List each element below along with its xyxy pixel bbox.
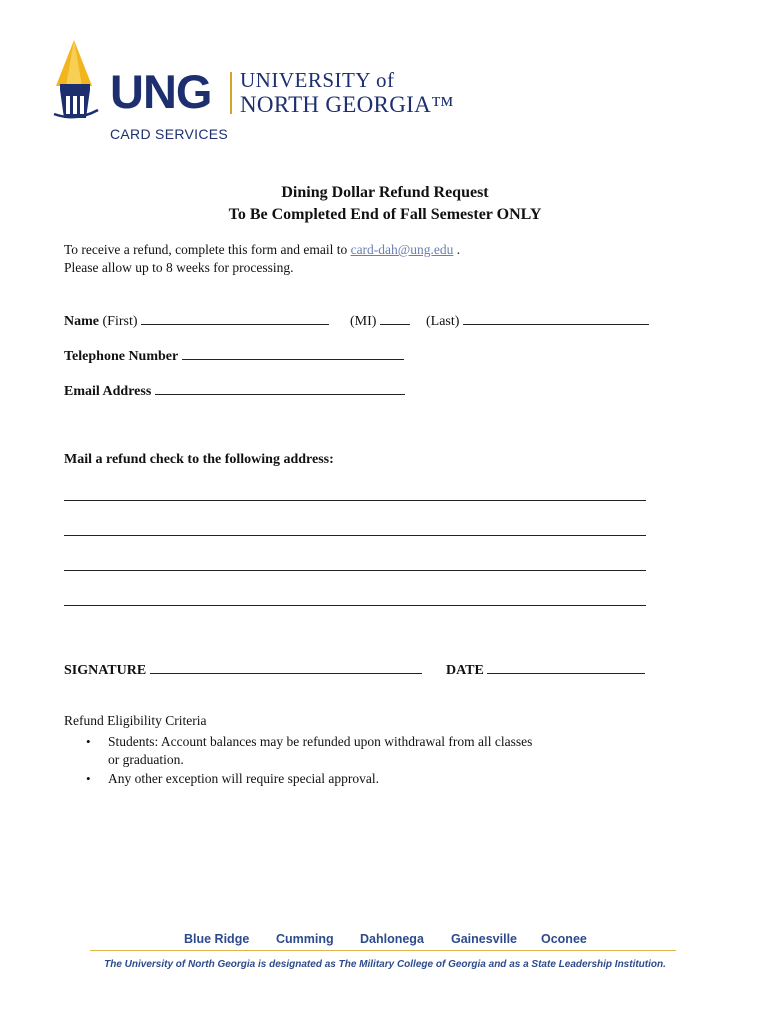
last-name-field[interactable] xyxy=(463,312,649,325)
name-row xyxy=(64,312,329,330)
address-line-4[interactable] xyxy=(64,605,646,606)
form-title: Dining Dollar Refund Request xyxy=(281,184,489,201)
campus-gainesville: Gainesville xyxy=(451,932,518,946)
criteria-heading: Refund Eligibility Criteria xyxy=(64,713,207,728)
address-line-3[interactable] xyxy=(64,570,646,571)
address-line-2[interactable] xyxy=(64,535,646,536)
university-name-line1: UNIVERSITY of xyxy=(240,68,395,92)
intro-prefix: To receive a refund, complete this form and email to xyxy=(64,242,348,257)
campus-oconee: Oconee xyxy=(541,932,587,946)
criteria-item-1-line2: or graduation. xyxy=(108,752,184,767)
ung-logo-mark-icon xyxy=(52,40,108,122)
telephone-label: Telephone Number xyxy=(64,349,179,364)
criteria-bullet-1: • xyxy=(86,734,91,749)
ung-wordmark: UNG xyxy=(110,65,212,118)
signature-label: SIGNATURE xyxy=(64,663,147,678)
email-label: Email Address xyxy=(64,384,152,399)
mi-row xyxy=(350,312,410,330)
email-row xyxy=(64,382,405,400)
criteria-item-1-line1: Students: Account balances may be refunded upon withdrawal from all classes xyxy=(108,734,533,749)
address-line-1[interactable] xyxy=(64,500,646,501)
name-label: Name xyxy=(64,314,99,329)
criteria-bullet-2: • xyxy=(86,771,91,786)
intro-line1 xyxy=(64,242,460,258)
signature-field[interactable] xyxy=(150,661,422,674)
intro-line2: Please allow up to 8 weeks for processing. xyxy=(64,260,294,275)
mi-label: (MI) xyxy=(350,314,377,329)
campus-cumming: Cumming xyxy=(276,932,334,946)
logo-divider xyxy=(230,72,232,114)
form-subtitle: To Be Completed End of Fall Semester ONLY xyxy=(228,206,542,223)
date-label: DATE xyxy=(446,663,484,678)
telephone-row xyxy=(64,347,404,365)
last-label: (Last) xyxy=(426,314,460,329)
middle-initial-field[interactable] xyxy=(380,312,410,325)
criteria-item-2-line1: Any other exception will require special approval. xyxy=(108,771,380,786)
last-row xyxy=(426,312,649,330)
mail-address-label-text: Mail a refund check to the following address: xyxy=(64,452,334,467)
date-row xyxy=(446,661,645,679)
footer-note: The University of North Georgia is designated as The Military College of Georgia and as a State Leadership Institution. xyxy=(104,959,666,970)
first-name-field[interactable] xyxy=(141,312,329,325)
signature-row xyxy=(64,661,422,679)
date-field[interactable] xyxy=(487,661,645,674)
email-field[interactable] xyxy=(155,382,405,395)
intro-suffix: . xyxy=(456,242,461,257)
university-name-line2: NORTH GEORGIA™ xyxy=(240,92,454,117)
refund-email-link[interactable]: card-dah@ung.edu xyxy=(350,242,454,257)
telephone-field[interactable] xyxy=(182,347,404,360)
campus-dahlonega: Dahlonega xyxy=(360,932,424,946)
mail-address-label xyxy=(64,452,334,468)
department-name: CARD SERVICES xyxy=(110,126,229,142)
footer-divider xyxy=(90,950,676,951)
first-label: (First) xyxy=(102,314,138,329)
campus-blue-ridge: Blue Ridge xyxy=(184,932,250,946)
